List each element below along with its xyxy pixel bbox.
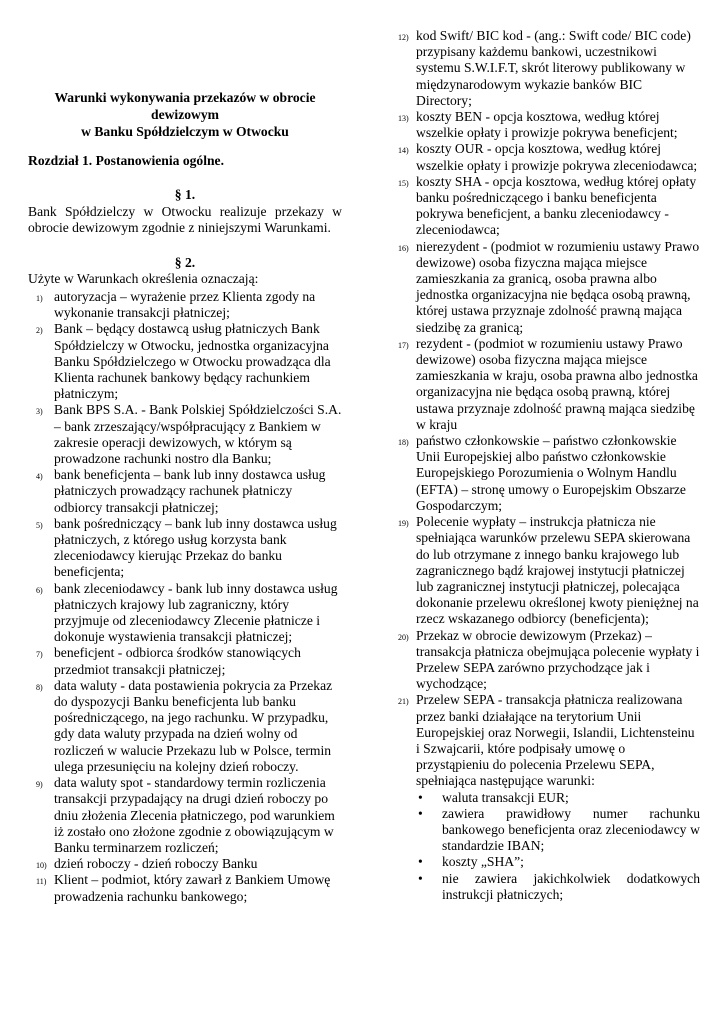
definition-item: [390, 239, 700, 336]
bullet-icon: •: [418, 854, 423, 870]
definition-number: 16): [398, 243, 409, 253]
definition-number: 8): [36, 682, 43, 692]
definition-item: [390, 28, 700, 109]
definition-item: [390, 336, 700, 433]
definition-item: [390, 692, 700, 903]
chapter-heading: Rozdział 1. Postanowienia ogólne.: [28, 153, 224, 168]
sepa-condition-text: nie zawiera jakichkolwiek dodatkowych instrukcji płatniczych;: [442, 870, 700, 902]
bullet-icon: •: [418, 789, 423, 805]
sepa-conditions-list: [416, 790, 700, 903]
definition-number: 1): [36, 294, 43, 303]
definition-number: 18): [398, 438, 409, 448]
definition-number: 6): [36, 585, 43, 595]
document-title: [28, 89, 342, 140]
title-line-1: Warunki wykonywania przekazów w obrocie: [54, 90, 316, 105]
definition-item: [390, 514, 700, 627]
definition-number: 21): [398, 697, 409, 707]
definition-text: data waluty - data postawienia pokrycia za Przekaz do dyspozycji Banku beneficjenta lub banku pośredniczącego, na jego rachunku. W przypadku, gdy data waluty przypada na dzień wolny od rozliczeń w walucie Przekazu lub w Polsce, termin ulega przesunięciu na kolejny dzień roboczy.: [54, 677, 333, 774]
definition-number: 15): [398, 178, 409, 188]
section-1-heading: § 1.: [174, 187, 196, 202]
definition-text: koszty BEN - opcja kosztowa, według której wszelkie opłaty i prowizje pokrywa beneficjent;: [416, 109, 678, 141]
definition-number: 3): [36, 407, 43, 417]
definition-number: 20): [398, 632, 409, 642]
definition-text: autoryzacja – wyrażenie przez Klienta zgody na wykonanie transakcji płatniczej;: [54, 289, 316, 321]
definition-item: [28, 402, 342, 467]
definition-item: [28, 321, 342, 402]
definition-text: koszty OUR - opcja kosztowa, według której wszelkie opłaty i prowizje pokrywa zleceniodawca;: [416, 141, 698, 173]
definition-item: [28, 289, 342, 321]
definition-number: 17): [398, 340, 409, 350]
section-2-intro: Użyte w Warunkach określenia oznaczają:: [28, 271, 259, 286]
definition-number: 11): [36, 877, 47, 887]
definition-item: [390, 109, 700, 141]
sepa-condition-item: [416, 871, 700, 903]
definition-number: 13): [398, 114, 409, 124]
definition-item: [28, 856, 342, 872]
definition-number: 9): [36, 780, 43, 790]
definition-number: 2): [36, 326, 43, 336]
definition-text: bank zleceniodawcy - bank lub inny dostawca usług płatniczych krajowy lub zagraniczny, który przyjmuje od zleceniodawcy Zlecenie płatnicze i dokonuje wystawienia transakcji płatniczej;: [54, 580, 338, 645]
definition-text: Polecenie wypłaty – instrukcja płatnicza nie spełniająca warunków przelewu SEPA skierowana do lub otrzymane z innego banku krajowego lub zagranicznego bądź krajowej instytucji płatniczej lub zagranicznej instytucji płatniczej, polecająca dokonanie przelewu określonej kwoty pieniężnej na rzecz wskazanego odbiorcy (beneficjenta);: [416, 514, 699, 627]
definition-item: [28, 678, 342, 775]
definition-number: 19): [398, 519, 409, 529]
definition-text: Przelew SEPA - transakcja płatnicza realizowana przez banki działające na terytorium Unii Europejskiej oraz Norwegii, Islandii, Lichtensteinu i Szwajcarii, które podpisały umowę o przystąpieniu do polecenia Przelewu SEPA, spełniająca następujące warunki:: [416, 692, 695, 789]
definition-item: [390, 174, 700, 239]
definition-text: rezydent - (podmiot w rozumieniu ustawy Prawo dewizowe) osoba fizyczna mająca miejsce zamieszkania w kraju, osoba prawna albo jednostka organizacyjna nie będąca osobą prawną, której ustawa przyznaje zdolność prawną mająca siedzibę w kraju: [416, 335, 698, 432]
definition-number: 12): [398, 33, 409, 42]
definition-text: Przekaz w obrocie dewizowym (Przekaz) – transakcja płatnicza obejmująca polecenie wypłaty i Przelew SEPA zarówno przychodzące jak i wychodzące;: [416, 627, 700, 692]
definition-text: Bank – będący dostawcą usług płatniczych Bank Spółdzielczy w Otwocku, jednostka organizacyjna Banku Spółdzielczego w Otwocku prowadząca dla Klienta rachunek bankowy będący rachunkiem płatniczym;: [54, 321, 331, 402]
definition-item: [28, 467, 342, 516]
definition-text: Klient – podmiot, który zawarł z Bankiem Umowę prowadzenia rachunku bankowego;: [54, 872, 331, 904]
definition-number: 7): [36, 650, 43, 660]
definition-item: [390, 433, 700, 514]
bullet-icon: •: [418, 805, 423, 821]
sepa-condition-text: zawiera prawidłowy numer rachunku bankowego beneficjenta oraz zleceniodawcy w standardzie IBAN;: [442, 805, 700, 854]
sepa-condition-item: [416, 854, 700, 870]
bullet-icon: •: [418, 870, 423, 886]
sepa-condition-item: [416, 790, 700, 806]
definition-item: [390, 628, 700, 693]
definition-text: bank beneficjenta – bank lub inny dostawca usług płatniczych prowadzący rachunek płatniczy odbiorcy transakcji płatniczej;: [54, 467, 326, 515]
definition-item: [390, 141, 700, 173]
definition-number: 14): [398, 146, 409, 156]
sepa-condition-item: [416, 806, 700, 855]
definition-text: data waluty spot - standardowy termin rozliczenia transakcji przypadający na drugi dzień roboczy po dniu złożenia Zlecenia płatniczego, pod warunkiem iż zostało ono złożone zgodnie z obowiązującym w Banku terminarzem rozliczeń;: [54, 775, 335, 855]
sepa-condition-text: koszty „SHA”;: [442, 854, 524, 870]
definition-text: Bank BPS S.A. - Bank Polskiej Spółdzielczości S.A. – bank zrzeszający/współpracujący z Bankiem w zakresie operacji dewizowych, w którym są prowadzone rachunki nostro dla Banku;: [54, 402, 342, 467]
definition-text: beneficjent - odbiorca środków stanowiących przedmiot transakcji płatniczej;: [54, 645, 301, 677]
definition-text: koszty SHA - opcja kosztowa, według której opłaty banku pośredniczącego i banku beneficjenta pokrywa beneficjent, a banku zleceniodawcy - zleceniodawca;: [416, 173, 697, 238]
definition-item: [28, 872, 342, 904]
definition-text: dzień roboczy - dzień roboczy Banku: [54, 856, 258, 872]
definition-text: nierezydent - (podmiot w rozumieniu ustawy Prawo dewizowe) osoba fizyczna mająca miejsce zamieszkania za granicą, osoba prawna albo jednostka organizacyjna nie będąca osobą prawną, której ustawa przyznaje zdolność prawną mająca siedzibę za granicą;: [416, 238, 700, 335]
section-2-heading: § 2.: [174, 255, 196, 270]
definition-item: [28, 775, 342, 856]
definition-number: 5): [36, 520, 43, 530]
definition-text: kod Swift/ BIC kod - (ang.: Swift code/ BIC code) przypisany każdemu bankowi, uczestnikowi systemu S.W.I.F.T, skrót literowy publikowany w międzynarodowym wykazie banków BIC Directory;: [416, 28, 691, 108]
definition-text: bank pośredniczący – bank lub inny dostawca usług płatniczych, z którego usług korzysta bank zleceniodawcy kierując Przekaz do banku beneficjenta;: [54, 515, 337, 580]
title-line-2: dewizowym: [151, 107, 219, 122]
definition-item: [28, 516, 342, 581]
section-1-text: Bank Spółdzielczy w Otwocku realizuje przekazy w obrocie dewizowym zgodnie z niniejszymi Warunkami.: [28, 204, 342, 236]
definition-item: [28, 645, 342, 677]
definition-text: państwo członkowskie – państwo członkowskie Unii Europejskiej albo państwo członkowskie Europejskiego Porozumienia o Wolnym Handlu (EFTA) – stronę umowy o Europejskim Obszarze Gospodarczym;: [416, 433, 686, 513]
definition-number: 10): [36, 861, 47, 871]
definition-item: [28, 581, 342, 646]
sepa-condition-text: waluta transakcji EUR;: [442, 789, 569, 805]
title-line-3: w Banku Spółdzielczym w Otwocku: [81, 124, 289, 139]
definitions-list-left: [28, 289, 342, 905]
definitions-list-right: [390, 28, 700, 903]
definition-number: 4): [36, 472, 43, 482]
